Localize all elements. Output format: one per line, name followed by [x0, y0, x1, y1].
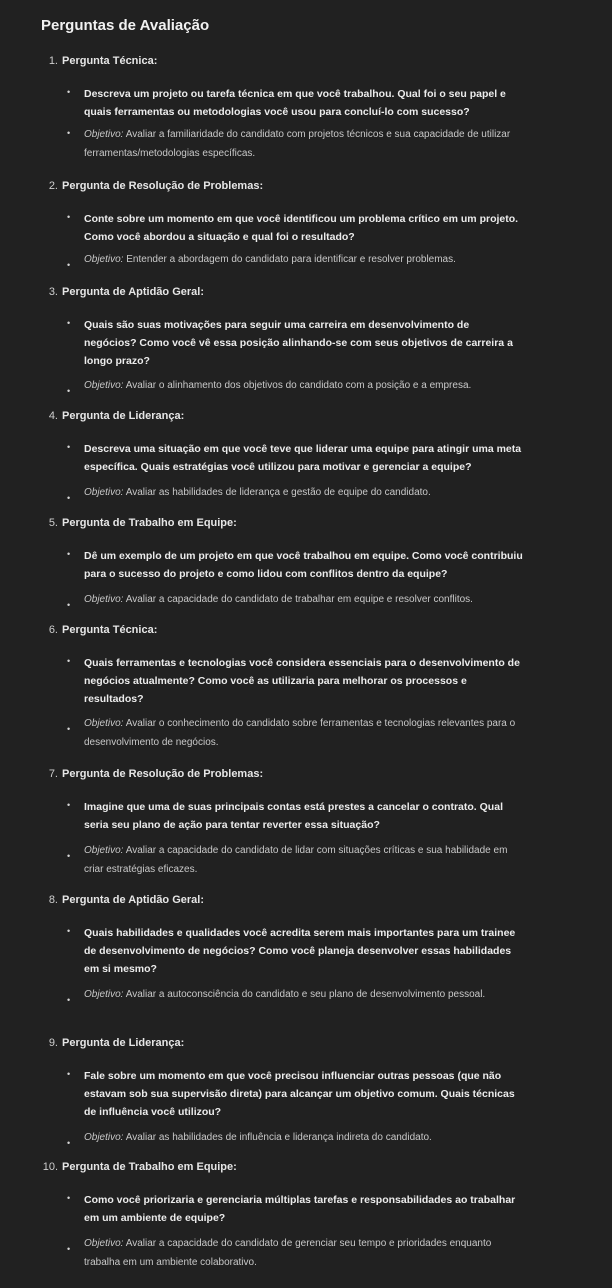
- bullet-icon: •: [67, 1069, 71, 1079]
- objective-item: [84, 250, 524, 269]
- question-heading: Pergunta de Trabalho em Equipe:: [62, 517, 237, 529]
- question-text: Imagine que uma de suas principais contas está prestes a cancelar o contrato. Qual seria seu plano de ação para tentar reverter essa situação?: [84, 801, 503, 831]
- objective-text: Avaliar a autoconsciência do candidato e seu plano de desenvolvimento pessoal.: [125, 989, 486, 1000]
- objective-text: Avaliar as habilidades de liderança e gestão de equipe do candidato.: [125, 487, 431, 498]
- question-heading: Pergunta de Liderança:: [62, 410, 185, 422]
- question-number: 2.: [48, 180, 58, 192]
- objective-text: Entender a abordagem do candidato para identificar e resolver problemas.: [126, 254, 456, 265]
- question-text: Como você priorizaria e gerenciaria múltiplas tarefas e responsabilidades ao trabalhar em um ambiente de equipe?: [84, 1194, 516, 1224]
- question-heading: Pergunta de Resolução de Problemas:: [62, 180, 264, 192]
- objective-label: Objetivo:: [84, 718, 124, 729]
- objective-label: Objetivo:: [84, 845, 124, 856]
- objective-text: Avaliar a capacidade do candidato de gerenciar seu tempo e prioridades enquanto trabalha em um ambiente colaborativo.: [84, 1238, 492, 1268]
- bullet-icon: •: [67, 851, 71, 861]
- question-heading: Pergunta de Liderança:: [62, 1037, 185, 1049]
- objective-item: [84, 1128, 524, 1147]
- objective-text: Avaliar a capacidade do candidato de trabalhar em equipe e resolver conflitos.: [125, 594, 473, 605]
- objective-label: Objetivo:: [84, 129, 124, 140]
- bullet-icon: •: [67, 995, 71, 1005]
- question-heading: Pergunta Técnica:: [62, 624, 158, 636]
- bullet-icon: •: [67, 212, 71, 222]
- bullet-icon: •: [67, 1138, 71, 1148]
- bullet-icon: •: [67, 318, 71, 328]
- question-text: Quais ferramentas e tecnologias você considera essenciais para o desenvolvimento de negócios atualmente? Como você as utilizaria para melhorar os processos e resultados?: [84, 657, 520, 705]
- objective-text: Avaliar o conhecimento do candidato sobre ferramentas e tecnologias relevantes para o desenvolvimento de negócios.: [84, 718, 516, 748]
- question-text: Conte sobre um momento em que você identificou um problema crítico em um projeto. Como você abordou a situação e qual foi o resultado?: [84, 213, 519, 243]
- question-number: 10.: [42, 1161, 58, 1173]
- bullet-icon: •: [67, 1193, 71, 1203]
- objective-text: Avaliar o alinhamento dos objetivos do candidato com a posição e a empresa.: [125, 380, 472, 391]
- objective-label: Objetivo:: [84, 487, 124, 498]
- question-number: 1.: [48, 55, 58, 67]
- question-text: Descreva um projeto ou tarefa técnica em que você trabalhou. Qual foi o seu papel e quais ferramentas ou metodologias você usou para concluí-lo com sucesso?: [84, 88, 506, 118]
- objective-item: [84, 1234, 524, 1272]
- objective-text: Avaliar a familiaridade do candidato com projetos técnicos e sua capacidade de utilizar ferramentas/metodologias específicas.: [84, 129, 511, 159]
- objective-item: [84, 590, 524, 609]
- objective-label: Objetivo:: [84, 594, 124, 605]
- objective-item: [84, 714, 524, 752]
- bullet-icon: •: [67, 260, 71, 270]
- question-heading: Pergunta de Aptidão Geral:: [62, 894, 205, 906]
- objective-label: Objetivo:: [84, 380, 124, 391]
- question-number: 6.: [48, 624, 58, 636]
- bullet-icon: •: [67, 128, 71, 138]
- question-text: Dê um exemplo de um projeto em que você trabalhou em equipe. Como você contribuiu para o sucesso do projeto e como lidou com conflitos dentro da equipe?: [84, 550, 523, 580]
- bullet-icon: •: [67, 386, 71, 396]
- bullet-icon: •: [67, 1244, 71, 1254]
- question-text: Descreva uma situação em que você teve que liderar uma equipe para atingir uma meta específica. Quais estratégias você utilizou para motivar e gerenciar a equipe?: [84, 443, 522, 473]
- question-heading: Pergunta de Aptidão Geral:: [62, 286, 205, 298]
- question-heading: Pergunta de Trabalho em Equipe:: [62, 1161, 237, 1173]
- objective-item: [84, 376, 524, 395]
- objective-text: Avaliar as habilidades de influência e liderança indireta do candidato.: [125, 1132, 432, 1143]
- question-heading: Pergunta de Resolução de Problemas:: [62, 768, 264, 780]
- objective-item: [84, 841, 524, 879]
- question-number: 8.: [48, 894, 58, 906]
- bullet-icon: •: [67, 87, 71, 97]
- page-title: Perguntas de Avaliação: [41, 17, 210, 34]
- question-number: 7.: [48, 768, 58, 780]
- bullet-icon: •: [67, 493, 71, 503]
- question-number: 5.: [48, 517, 58, 529]
- objective-item: [84, 125, 524, 163]
- question-text: Fale sobre um momento em que você precisou influenciar outras pessoas (que não estavam sob sua supervisão direta) para alcançar um objetivo comum. Quais técnicas de influência você utilizou?: [84, 1070, 515, 1118]
- objective-label: Objetivo:: [84, 989, 124, 1000]
- bullet-icon: •: [67, 724, 71, 734]
- objective-label: Objetivo:: [84, 1238, 124, 1249]
- bullet-icon: •: [67, 800, 71, 810]
- objective-label: Objetivo:: [84, 1132, 124, 1143]
- objective-item: [84, 985, 524, 1004]
- bullet-icon: •: [67, 442, 71, 452]
- question-heading: Pergunta Técnica:: [62, 55, 158, 67]
- objective-label: Objetivo:: [84, 254, 124, 265]
- question-text: Quais habilidades e qualidades você acredita serem mais importantes para um trainee de desenvolvimento de negócios? Como você planeja desenvolver essas habilidades em si mesmo?: [84, 927, 516, 975]
- bullet-icon: •: [67, 549, 71, 559]
- objective-text: Avaliar a capacidade do candidato de lidar com situações críticas e sua habilidade em criar estratégias eficazes.: [84, 845, 508, 875]
- question-number: 3.: [48, 286, 58, 298]
- bullet-icon: •: [67, 926, 71, 936]
- question-number: 4.: [48, 410, 58, 422]
- question-text: Quais são suas motivações para seguir uma carreira em desenvolvimento de negócios? Como você vê essa posição alinhando-se com seus objetivos de carreira a longo prazo?: [84, 319, 513, 367]
- objective-item: [84, 483, 524, 502]
- bullet-icon: •: [67, 600, 71, 610]
- bullet-icon: •: [67, 656, 71, 666]
- question-number: 9.: [48, 1037, 58, 1049]
